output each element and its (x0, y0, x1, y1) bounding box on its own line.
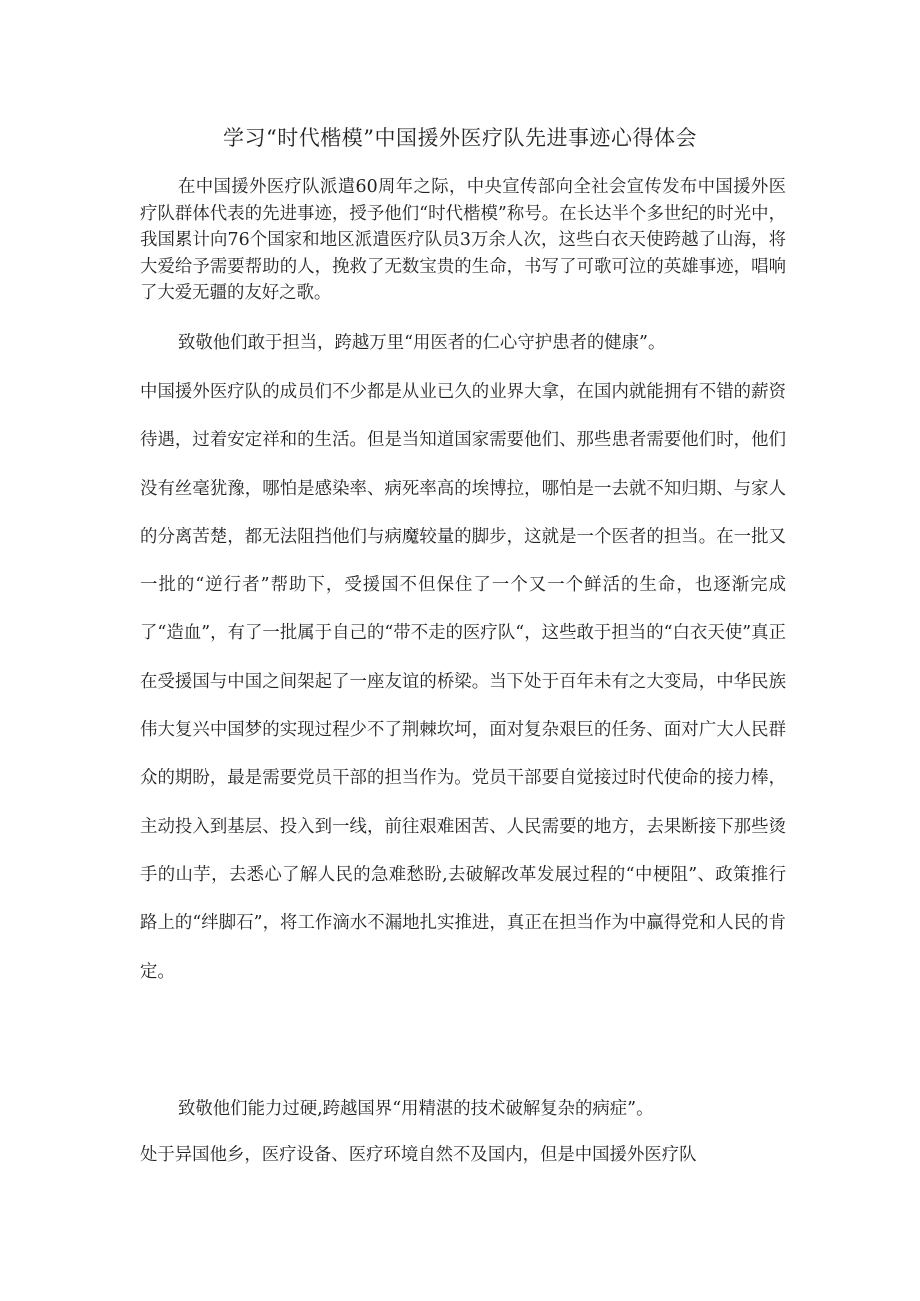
intro-paragraph: 在中国援外医疗队派遣60周年之际，中央宣传部向全社会宣传发布中国援外医疗队群体代表的先进事迹，授予他们“时代楷模”称号。在长达半个多世纪的时光中，我国累计向76个国家和地区派遣医疗队员3万余人次，这些白衣天使跨越了山海，将大爱给予需要帮助的人，挽救了无数宝贵的生命，书写了可歌可泣的英雄事迹，唱响了大爱无疆的友好之歌。 (140, 177, 786, 303)
responsibility-paragraph: 中国援外医疗队的成员们不少都是从业已久的业界大拿，在国内就能拥有不错的薪资待遇，过着安定祥和的生活。但是当知道国家需要他们、那些患者需要他们时，他们没有丝毫犹豫，哪怕是感染率、病死率高的埃博拉，哪怕是一去就不知归期、与家人的分离苦楚，都无法阻挡他们与病魔较量的脚步，这就是一个医者的担当。在一批又一批的“逆行者”帮助下，受援国不但保住了一个又一个鲜活的生命，也逐渐完成了“造血”，有了一批属于自己的“带不走的医疗队“，这些敢于担当的“白衣天使”真正在受援国与中国之间架起了一座友谊的桥梁。当下处于百年未有之大变局，中华民族伟大复兴中国梦的实现过程少不了荆棘坎坷，面对复杂艰巨的任务、面对广大人民群众的期盼，最是需要党员干部的担当作为。党员干部要自觉接过时代使命的接力棒，主动投入到基层、投入到一线，前往艰难困苦、人民需要的地方，去果断接下那些烫手的山芋，去悉心了解人民的急难愁盼,去破解改革发展过程的“中梗阻”、政策推行路上的“绊脚石”，将工作滴水不漏地扎实推进，真正在担当作为中赢得党和人民的肯定。 (140, 382, 786, 982)
competence-paragraph: 处于异国他乡，医疗设备、医疗环境自然不及国内，但是中国援外医疗队 (140, 1145, 697, 1165)
section-heading-competence: 致敬他们能力过硬,跨越国界“用精湛的技术破解复杂的病症”。 (178, 1099, 654, 1119)
section-heading-responsibility: 致敬他们敢于担当，跨越万里“用医者的仁心守护患者的健康”。 (178, 333, 666, 353)
document-title: 学习“时代楷模”中国援外医疗队先进事迹心得体会 (223, 126, 697, 150)
